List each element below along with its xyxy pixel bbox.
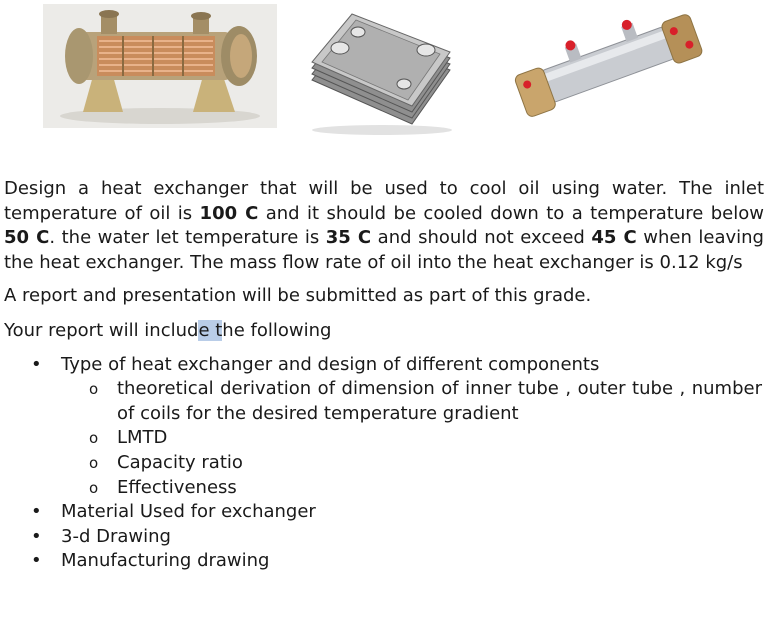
sub-list-item-label: Capacity ratio (117, 451, 243, 473)
task-text-1: Design a heat exchanger that will be used to cool oil using water. The inlet temperature of oil is (4, 178, 764, 224)
circle-bullet-icon: o (89, 380, 99, 399)
list-item-label: Manufacturing drawing (61, 550, 270, 572)
sub-list-item (4, 426, 764, 451)
water-outlet-temp: 45 C (591, 227, 637, 249)
intro-text-after: he following (222, 319, 332, 341)
sub-list-item (4, 451, 764, 476)
design-task-paragraph (4, 177, 764, 275)
oil-outlet-temp: 50 C (4, 227, 50, 249)
water-inlet-temp: 35 C (325, 227, 372, 249)
circle-bullet-icon: o (89, 429, 99, 448)
list-item (4, 500, 764, 525)
list-item-label: Material Used for exchanger (61, 501, 316, 523)
image-strip (0, 0, 783, 140)
bullet-icon: • (31, 353, 42, 375)
list-item-label: Type of heat exchanger and design of different components (61, 353, 600, 375)
oil-inlet-temp: 100 C (199, 202, 259, 224)
tubular-oil-cooler-image (503, 4, 711, 124)
report-paragraph: A report and presentation will be submitted as part of this grade. (4, 285, 592, 307)
report-contents-intro[interactable] (4, 319, 764, 344)
document-body (4, 177, 764, 574)
task-text-4: and should not exceed (371, 227, 592, 249)
task-text-3: . the water let temperature is (49, 227, 326, 249)
bullet-icon: • (31, 550, 42, 572)
task-text-5: when leaving the heat exchanger. The mass flow rate of oil into the heat exchanger is 0.12 kg/s (4, 227, 764, 273)
list-item-label: 3-d Drawing (61, 525, 171, 547)
sub-list-item-label: Effectiveness (117, 476, 237, 498)
sub-list-item (4, 476, 764, 501)
sub-list-item (4, 377, 764, 426)
circle-bullet-icon: o (89, 453, 99, 472)
sub-list-item-label: LMTD (117, 427, 168, 449)
plate-heat-exchanger-image (300, 12, 465, 137)
intro-text-before: Your report will includ (4, 319, 199, 341)
sub-list (61, 377, 764, 500)
task-text-2: and it should be cooled down to a temperature below (258, 202, 764, 224)
bullet-icon: • (31, 525, 42, 547)
shell-and-tube-heat-exchanger-image (43, 4, 277, 128)
list-item (4, 353, 764, 501)
circle-bullet-icon: o (89, 478, 99, 497)
list-item (4, 549, 764, 574)
bullet-icon: • (31, 501, 42, 523)
text-selection[interactable]: e t (198, 319, 223, 341)
sub-list-item-label: theoretical derivation of dimension of inner tube , outer tube , number of coils for the desired temperature gradient (117, 378, 762, 424)
list-item (4, 525, 764, 550)
report-items-list (4, 353, 764, 574)
